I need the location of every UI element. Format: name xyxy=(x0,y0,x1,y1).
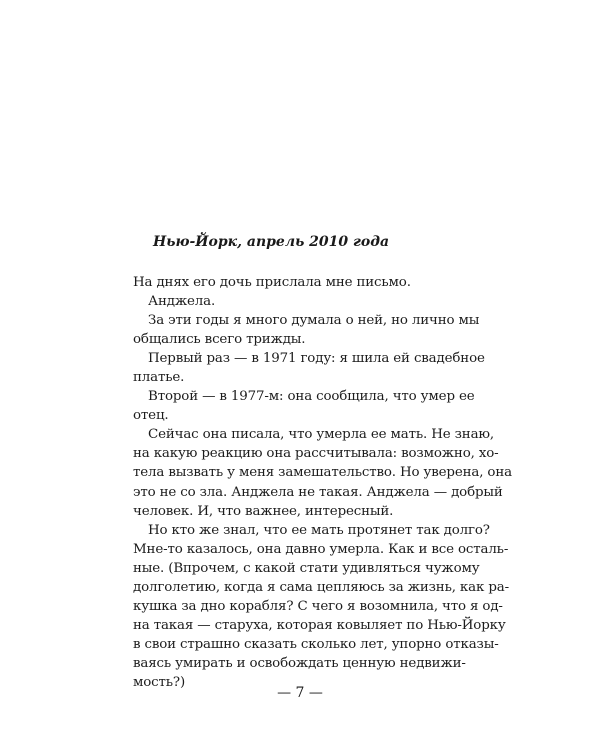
text-line: на такая — старуха, которая ковыляет по Нью-Йорку xyxy=(133,617,506,633)
text-line: общались всего трижды. xyxy=(133,332,306,348)
text-line: Сейчас она писала, что умерла ее мать. Не знаю, xyxy=(148,427,495,443)
text-line: на какую реакцию она рассчитывала: возможно, хо- xyxy=(133,446,499,462)
text-line: Второй — в 1977-м: она сообщила, что умер ее xyxy=(148,389,475,405)
text-line: Но кто же знал, что ее мать протянет так долго? xyxy=(148,522,490,538)
text-line: платье. xyxy=(133,370,185,386)
text-line: человек. И, что важнее, интересный. xyxy=(133,503,394,519)
text-line: ные. (Впрочем, с какой стати удивляться чужому xyxy=(133,560,480,576)
text-line: ваясь умирать и освобождать ценную недвижи- xyxy=(133,655,466,671)
text-line: отец. xyxy=(133,408,169,424)
text-line: мость?) xyxy=(133,674,186,690)
text-line: На днях его дочь прислала мне письмо. xyxy=(133,275,411,290)
text-line: это не со зла. Анджела не такая. Анджела — добрый xyxy=(133,484,503,500)
text-line: Мне-то казалось, она давно умерла. Как и все осталь- xyxy=(133,541,509,557)
text-line: тела вызвать у меня замешательство. Но уверена, она xyxy=(133,465,512,481)
text-line: долголетию, когда я сама цепляюсь за жизнь, как ра- xyxy=(133,579,509,595)
text-line: кушка за дно корабля? С чего я возомнила, что я од- xyxy=(133,598,503,614)
text-line: Первый раз — в 1971 году: я шила ей свадебное xyxy=(148,351,485,367)
text-line: За эти годы я много думала о ней, но лично мы xyxy=(148,313,480,329)
body-text xyxy=(133,273,512,692)
page-number: — 7 — xyxy=(277,685,323,701)
text-line: Анджела. xyxy=(148,294,216,310)
chapter-heading: Нью-Йорк, апрель 2010 года xyxy=(153,234,390,250)
text-line: в свои страшно сказать сколько лет, упорно отказы- xyxy=(133,636,499,652)
